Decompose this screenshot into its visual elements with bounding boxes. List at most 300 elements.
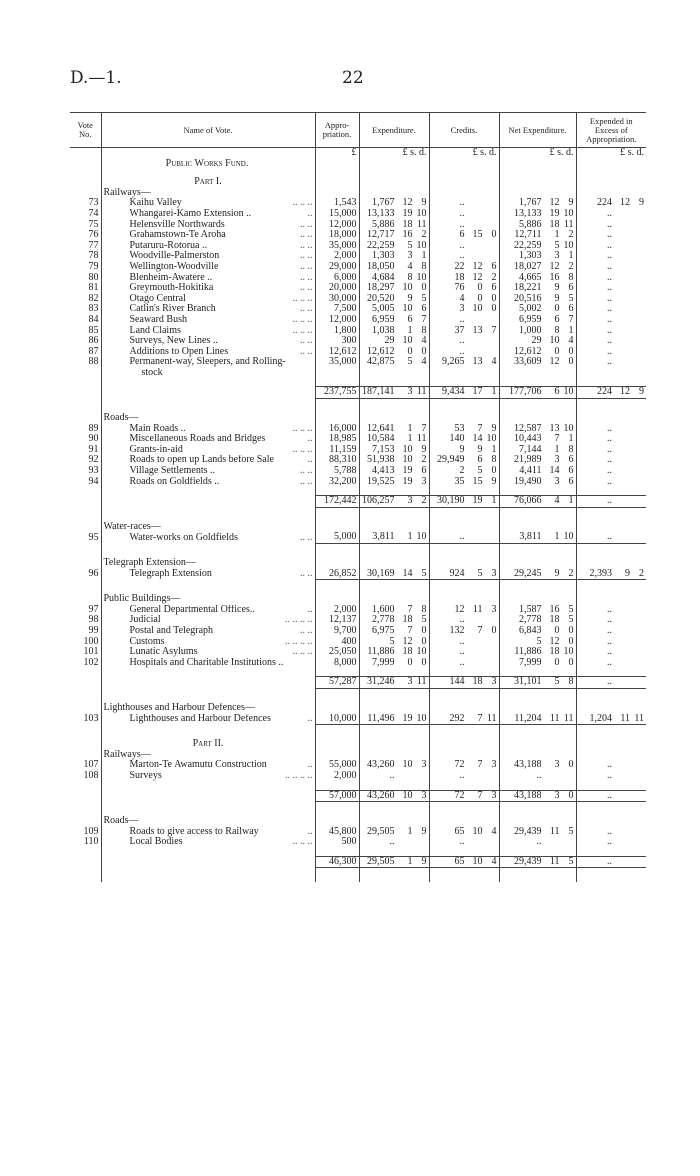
excess-value-pence — [630, 220, 644, 231]
credits-value-pence — [483, 315, 497, 326]
net-expenditure-value-pounds: 22,259 — [514, 240, 542, 251]
expenditure-value — [359, 347, 429, 358]
spacer-cell — [576, 802, 646, 817]
section-total-row — [70, 496, 646, 508]
expenditure-value-pounds: 30,169 — [367, 568, 395, 579]
spacer-cell — [101, 378, 315, 387]
blank — [429, 739, 499, 750]
vote-number: 98 — [88, 615, 99, 626]
total-expenditure-shillings: 3 — [407, 676, 413, 688]
expenditure-value-shillings: 10 — [402, 760, 413, 771]
appropriation-value: 12,000 — [315, 315, 359, 326]
total-expenditure-shillings: 10 — [402, 790, 413, 801]
excess-value-pounds: .. — [607, 261, 612, 272]
total-credits-pence: 1 — [491, 386, 497, 398]
credits-value-pounds: 53 — [454, 423, 465, 434]
spacer-cell — [315, 544, 359, 559]
excess-value — [576, 760, 646, 771]
credits-value-pounds: .. — [459, 837, 465, 848]
net-expenditure-value-pence: 5 — [568, 293, 574, 304]
total-excess-pounds: .. — [607, 790, 612, 801]
vote-number: 91 — [88, 444, 99, 455]
expenditure-value-pounds: 1,600 — [372, 604, 395, 615]
credits-value-shillings: 7 — [477, 760, 483, 771]
net-expenditure-value — [499, 827, 576, 838]
credits-value-shillings — [465, 241, 483, 252]
vote-name-text: Telegraph Extension — [129, 568, 212, 579]
expenditure-value — [359, 198, 429, 209]
total-credits — [429, 677, 499, 689]
leader-dots: .. .. — [300, 251, 313, 262]
excess-value — [576, 714, 646, 725]
excess-value-pence: 2 — [639, 568, 644, 579]
spacer-cell — [70, 399, 101, 414]
net-expenditure-value-pounds: 29 — [531, 336, 542, 347]
excess-value-shillings: 9 — [625, 568, 630, 579]
credits-value-shillings: 5 — [477, 466, 483, 477]
total-excess-pounds: 224 — [597, 386, 612, 398]
total-net-expenditure-shillings: 4 — [554, 495, 560, 507]
total-net-expenditure — [499, 856, 576, 868]
total-expenditure — [359, 496, 429, 508]
net-expenditure-value-shillings: 10 — [549, 336, 560, 347]
net-expenditure-value-pounds: 6,843 — [519, 625, 542, 636]
blank — [359, 522, 429, 533]
expenditure-value-pounds: 5 — [389, 636, 395, 647]
excess-value-pounds: .. — [607, 826, 612, 837]
blank — [429, 177, 499, 188]
vote-number: 78 — [88, 251, 99, 262]
blank — [70, 790, 101, 802]
credits-value-pence: 0 — [491, 466, 497, 477]
net-expenditure-value — [499, 198, 576, 209]
expenditure-value-pence: 0 — [421, 636, 427, 647]
blank — [70, 522, 101, 533]
expenditure-value-shillings: 1 — [407, 434, 413, 445]
net-expenditure-value-pounds: 12,612 — [514, 346, 542, 357]
vote-name-text: Surveys — [129, 770, 162, 781]
excess-value-shillings — [612, 827, 630, 838]
net-expenditure-value-shillings: 8 — [554, 325, 560, 336]
expenditure-value-pounds: 22,259 — [367, 240, 395, 251]
expenditure-value-pounds: 51,938 — [367, 455, 395, 466]
excess-value-pounds: .. — [607, 283, 612, 294]
excess-value — [576, 273, 646, 284]
blank — [70, 177, 101, 188]
units-row — [70, 148, 646, 159]
credits-value-pence: 10 — [486, 434, 497, 445]
blank — [359, 594, 429, 605]
vote-name-text: Blenheim-Awatere .. — [129, 272, 213, 283]
vote-name-text: Lighthouses and Harbour Defences — [129, 713, 271, 724]
appropriation-value: 1,543 — [315, 198, 359, 209]
leader-dots: .. — [307, 760, 313, 771]
credits-value-pounds: .. — [459, 219, 465, 230]
credits-value-pounds: .. — [459, 240, 465, 251]
vote-name — [101, 262, 315, 273]
credits-value — [429, 262, 499, 273]
credits-value-shillings — [465, 637, 483, 648]
total-expenditure-pence: 11 — [416, 676, 427, 688]
net-expenditure-value — [499, 283, 576, 294]
expenditure-value-shillings: 0 — [407, 346, 413, 357]
expenditure-value-pence — [413, 771, 427, 782]
net-expenditure-value-pence: 8 — [568, 272, 574, 283]
net-expenditure-value — [499, 357, 576, 368]
spacer-cell — [429, 580, 499, 595]
expenditure-value-pence: 0 — [421, 346, 427, 357]
total-credits-pounds: 9,434 — [442, 386, 465, 398]
excess-value — [576, 209, 646, 220]
blank — [70, 703, 101, 714]
blank — [429, 816, 499, 827]
expenditure-value-pence: 10 — [416, 532, 427, 543]
spacer-cell — [499, 782, 576, 791]
blank — [70, 816, 101, 827]
section-heading: Public Buildings— — [101, 594, 315, 605]
table-row — [70, 455, 646, 466]
excess-value — [576, 294, 646, 305]
expenditure-value-shillings: 1 — [407, 325, 413, 336]
vote-name — [101, 424, 315, 435]
net-expenditure-value — [499, 837, 576, 848]
net-expenditure-value-pounds: 20,516 — [514, 293, 542, 304]
excess-value-pence — [630, 837, 644, 848]
expenditure-value-pence: 0 — [421, 625, 427, 636]
excess-value-pence — [630, 760, 644, 771]
excess-value-pounds: .. — [607, 837, 612, 848]
units-excess: £ s. d. — [576, 148, 646, 159]
spacer-cell — [359, 868, 429, 883]
vote-number: 81 — [88, 283, 99, 294]
part-title-row — [70, 739, 646, 750]
blank — [315, 558, 359, 569]
vote-number: 85 — [88, 325, 99, 336]
credits-value-shillings: 9 — [477, 444, 483, 455]
credits-value-pence: 3 — [491, 568, 497, 579]
net-expenditure-value-pounds: 1,303 — [519, 251, 542, 262]
section-heading: Railways— — [101, 188, 315, 199]
excess-value-shillings — [612, 477, 630, 488]
total-expenditure — [359, 677, 429, 689]
net-expenditure-value-shillings: 0 — [554, 304, 560, 315]
vote-name-text: Judicial — [129, 615, 161, 626]
leader-dots: .. .. — [300, 568, 313, 579]
expenditure-value — [359, 434, 429, 445]
col-credits: Credits. — [429, 113, 499, 148]
vote-number: 96 — [88, 568, 99, 579]
expenditure-value-shillings: 1 — [407, 423, 413, 434]
total-expenditure-shillings: 3 — [407, 495, 413, 507]
excess-value-shillings — [612, 466, 630, 477]
spacer-cell — [576, 507, 646, 522]
excess-value — [576, 347, 646, 358]
spacer-cell — [359, 782, 429, 791]
credits-value — [429, 251, 499, 262]
appropriation-value: 29,000 — [315, 262, 359, 273]
excess-value-pounds: .. — [607, 336, 612, 347]
excess-value — [576, 220, 646, 231]
credits-value-pounds: 3 — [459, 304, 465, 315]
leader-dots: .. .. .. .. — [285, 636, 313, 647]
total-appropriation: 46,300 — [315, 856, 359, 868]
vote-name — [101, 251, 315, 262]
credits-value — [429, 304, 499, 315]
net-expenditure-value-pounds: 7,999 — [519, 657, 542, 668]
net-expenditure-value — [499, 714, 576, 725]
spacer-cell — [359, 399, 429, 414]
credits-value-shillings — [465, 336, 483, 347]
total-excess-pence — [630, 857, 644, 868]
net-expenditure-value-pence: 6 — [568, 283, 574, 294]
credits-value — [429, 357, 499, 368]
credits-value-pounds: 72 — [454, 760, 465, 771]
excess-value-pence — [630, 326, 644, 337]
credits-value — [429, 273, 499, 284]
net-expenditure-value-shillings: 12 — [549, 198, 560, 209]
total-net-expenditure-pounds: 177,706 — [509, 386, 542, 398]
credits-value-shillings: 15 — [472, 230, 483, 241]
excess-value — [576, 198, 646, 209]
expenditure-value-shillings: 1 — [407, 826, 413, 837]
spacer-row — [70, 378, 646, 387]
net-expenditure-value-shillings: 9 — [554, 293, 560, 304]
table-row — [70, 198, 646, 209]
table-row — [70, 209, 646, 220]
credits-value-pounds: .. — [459, 336, 465, 347]
expenditure-value-pounds: 5,886 — [372, 219, 395, 230]
credits-value-pence — [483, 209, 497, 220]
credits-value — [429, 605, 499, 616]
net-expenditure-value — [499, 455, 576, 466]
total-excess-pence — [630, 677, 644, 688]
expenditure-value — [359, 532, 429, 543]
vote-name-text: Land Claims — [129, 325, 181, 336]
net-expenditure-value-pounds: 5,002 — [519, 304, 542, 315]
vote-number: 110 — [83, 837, 99, 848]
credits-value — [429, 434, 499, 445]
excess-value-shillings — [612, 424, 630, 435]
total-credits-shillings: 19 — [472, 495, 483, 507]
net-expenditure-value-pence: 8 — [568, 444, 574, 455]
table-row — [70, 230, 646, 241]
excess-value — [576, 424, 646, 435]
leader-dots: .. — [307, 713, 313, 724]
net-expenditure-value-shillings: 3 — [554, 251, 560, 262]
spacer-cell — [70, 782, 101, 791]
appropriation-value: 2,000 — [315, 251, 359, 262]
spacer-cell — [429, 725, 499, 740]
leader-dots: .. .. .. — [292, 198, 313, 209]
vote-name — [101, 532, 315, 543]
vote-name — [101, 637, 315, 648]
spacer-cell — [101, 725, 315, 740]
net-expenditure-value-pounds: 13,133 — [514, 208, 542, 219]
credits-value-shillings: 10 — [472, 304, 483, 315]
expenditure-value-pounds: 4,413 — [372, 466, 395, 477]
blank — [499, 816, 576, 827]
excess-value-shillings — [612, 615, 630, 626]
leader-dots: .. — [307, 604, 313, 615]
spacer-cell — [315, 725, 359, 740]
expenditure-value — [359, 827, 429, 838]
leader-dots: .. .. .. — [292, 444, 313, 455]
spacer-cell — [315, 169, 359, 177]
blank — [70, 677, 101, 689]
excess-value — [576, 569, 646, 580]
appropriation-value: 5,788 — [315, 466, 359, 477]
net-expenditure-value — [499, 262, 576, 273]
net-expenditure-value-pence: 0 — [568, 760, 574, 771]
net-expenditure-value — [499, 315, 576, 326]
blank — [576, 816, 646, 827]
excess-value-shillings — [612, 760, 630, 771]
spacer-row — [70, 580, 646, 595]
vote-name — [101, 605, 315, 616]
credits-value-shillings: 0 — [477, 283, 483, 294]
vote-number: 107 — [83, 760, 99, 771]
excess-value — [576, 241, 646, 252]
units-credits: £ s. d. — [429, 148, 499, 159]
net-expenditure-value-pence: 4 — [568, 336, 574, 347]
spacer-row — [70, 868, 646, 883]
vote-name — [101, 368, 315, 379]
excess-value-pence — [630, 658, 644, 669]
net-expenditure-value-pounds: 11,886 — [514, 647, 542, 658]
spacer-cell — [499, 544, 576, 559]
units-blank — [101, 148, 315, 159]
total-expenditure-pounds: 106,257 — [362, 495, 395, 507]
spacer-cell — [429, 688, 499, 703]
expenditure-value-pence: 8 — [421, 604, 427, 615]
excess-value-pence — [630, 626, 644, 637]
appropriation-value: 12,612 — [315, 347, 359, 358]
net-expenditure-value-shillings: 16 — [549, 604, 560, 615]
leader-dots: .. .. — [300, 466, 313, 477]
total-net-expenditure-shillings: 11 — [549, 856, 560, 867]
net-expenditure-value-pence: 6 — [568, 476, 574, 487]
spacer-row — [70, 169, 646, 177]
expenditure-value — [359, 368, 429, 379]
vote-name — [101, 827, 315, 838]
net-expenditure-value-pounds: 33,609 — [514, 357, 542, 368]
blank — [101, 790, 315, 802]
net-expenditure-value — [499, 273, 576, 284]
credits-value-shillings: 5 — [477, 568, 483, 579]
credits-value — [429, 466, 499, 477]
excess-value — [576, 336, 646, 347]
vote-number: 83 — [88, 304, 99, 315]
vote-name — [101, 220, 315, 231]
vote-name — [101, 445, 315, 456]
credits-value-shillings — [465, 532, 483, 543]
spacer-cell — [101, 487, 315, 496]
expenditure-value-shillings: 10 — [402, 336, 413, 347]
net-expenditure-value-shillings: 18 — [549, 219, 560, 230]
net-expenditure-value-pence: 0 — [568, 657, 574, 668]
total-excess — [576, 677, 646, 689]
expenditure-value-pounds: 42,875 — [367, 357, 395, 368]
leader-dots: .. .. .. — [292, 314, 313, 325]
vote-name-text: Roads on Goldfields .. — [129, 476, 220, 487]
excess-value — [576, 637, 646, 648]
vote-number: 92 — [88, 455, 99, 466]
expenditure-value-shillings: 8 — [407, 272, 413, 283]
credits-value-pounds: .. — [459, 346, 465, 357]
expenditure-value-pounds: 2,778 — [372, 615, 395, 626]
credits-value-pounds: 29,949 — [437, 455, 465, 466]
appropriation-value: 2,000 — [315, 771, 359, 782]
excess-value-pence — [630, 445, 644, 456]
credits-value — [429, 455, 499, 466]
credits-value-shillings — [465, 615, 483, 626]
credits-value-shillings: 6 — [477, 455, 483, 466]
expenditure-value-pence: 10 — [416, 647, 427, 658]
excess-value-pounds: .. — [607, 325, 612, 336]
net-expenditure-value-pence: 10 — [563, 208, 574, 219]
vote-name-text: Grants-in-aid — [129, 444, 183, 455]
credits-value-pounds: 924 — [449, 568, 465, 579]
fund-title: Public Works Fund. — [101, 159, 315, 170]
net-expenditure-value-shillings: 12 — [549, 261, 560, 272]
net-expenditure-value — [499, 445, 576, 456]
expenditure-value-pounds: 11,496 — [367, 713, 395, 724]
appropriation-value: 26,852 — [315, 569, 359, 580]
blank — [315, 703, 359, 714]
credits-value-pence: 0 — [491, 293, 497, 304]
blank — [359, 750, 429, 761]
vote-name — [101, 569, 315, 580]
blank — [576, 413, 646, 424]
leader-dots: .. — [307, 455, 313, 466]
credits-value-pounds: 292 — [449, 713, 465, 724]
excess-value-pence — [630, 251, 644, 262]
total-excess-pence — [630, 496, 644, 507]
excess-value-shillings: 11 — [620, 713, 630, 724]
net-expenditure-value-pence — [560, 771, 574, 782]
appropriation-value: 300 — [315, 336, 359, 347]
spacer-cell — [101, 169, 315, 177]
net-expenditure-value-pence: 0 — [568, 636, 574, 647]
total-excess — [576, 856, 646, 868]
net-expenditure-value — [499, 251, 576, 262]
excess-value-pence — [630, 241, 644, 252]
net-expenditure-value-pence: 5 — [568, 604, 574, 615]
expenditure-value — [359, 315, 429, 326]
expenditure-value — [359, 304, 429, 315]
blank — [101, 387, 315, 399]
expenditure-value — [359, 241, 429, 252]
leader-dots: .. — [307, 434, 313, 445]
excess-value — [576, 626, 646, 637]
spacer-cell — [576, 668, 646, 677]
expenditure-value-shillings: 18 — [402, 615, 413, 626]
excess-value-shillings — [612, 455, 630, 466]
vote-name-text: Putaruru-Rotorua .. — [129, 240, 207, 251]
total-excess-pence — [630, 791, 644, 802]
blank — [359, 703, 429, 714]
net-expenditure-value-shillings: 18 — [549, 615, 560, 626]
vote-name-text: Hospitals and Charitable Institutions .. — [129, 657, 284, 668]
blank — [429, 413, 499, 424]
appropriation-value: 35,000 — [315, 241, 359, 252]
expenditure-value-pence: 5 — [421, 615, 427, 626]
credits-value — [429, 626, 499, 637]
excess-value-pence: 9 — [639, 198, 644, 209]
expenditure-value-pounds: 7,153 — [372, 444, 395, 455]
total-net-expenditure-pounds: 76,066 — [514, 495, 542, 507]
excess-value — [576, 658, 646, 669]
